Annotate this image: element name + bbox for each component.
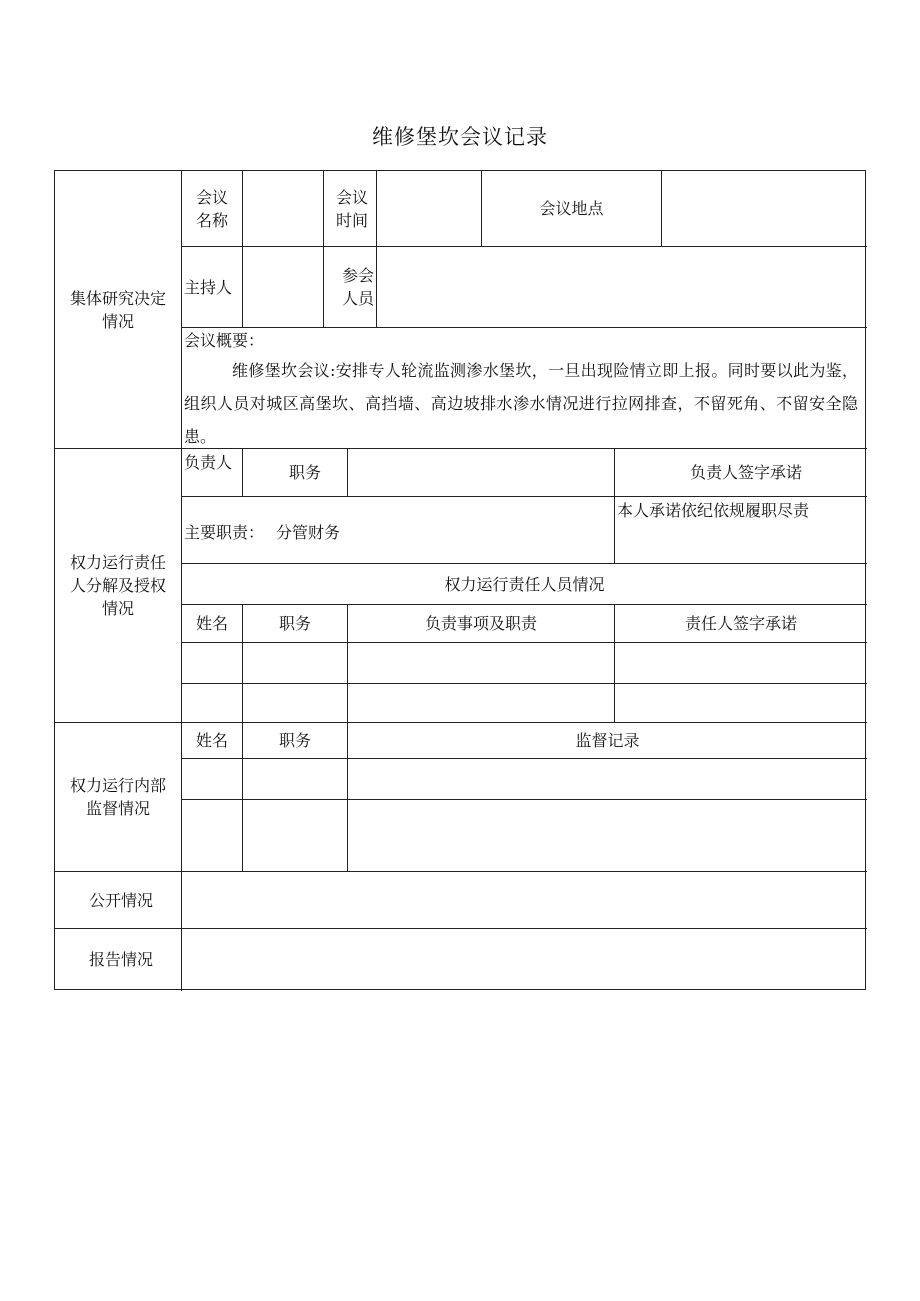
- table-row[interactable]: [182, 643, 242, 683]
- page-title: 维修堡坎会议记录: [372, 125, 548, 149]
- column-header-supervision-record: 监督记录: [575, 731, 640, 750]
- meeting-place-field[interactable]: [662, 171, 867, 246]
- table-row[interactable]: [348, 800, 867, 871]
- position-field[interactable]: [348, 448, 614, 496]
- table-row[interactable]: [348, 684, 614, 722]
- column-header-position: 职务: [278, 614, 311, 633]
- column-header-name: 姓名: [195, 731, 228, 750]
- table-row[interactable]: [182, 759, 242, 799]
- column-header-signature: 责任人签字承诺: [684, 614, 797, 633]
- main-duty-value: 分管财务: [276, 522, 341, 542]
- table-row[interactable]: [182, 800, 242, 871]
- disclosure-field[interactable]: [182, 872, 867, 928]
- section-label-internal-supervision: 权力运行内部监督情况: [69, 775, 166, 818]
- table-row[interactable]: [182, 684, 242, 722]
- meeting-name-field[interactable]: [243, 171, 323, 246]
- attendees-label: 参会人员: [342, 266, 375, 308]
- section-label-report: 报告情况: [88, 949, 153, 969]
- pledge-text: 本人承诺依纪依规履职尽责: [617, 501, 810, 520]
- meeting-time-label: 会议时间: [336, 187, 369, 230]
- personnel-header: 权力运行责任人员情况: [444, 574, 605, 594]
- table-row[interactable]: [348, 643, 614, 683]
- meeting-name-label: 会议名称: [195, 187, 228, 230]
- section-label-collective-decision: 集体研究决定情况: [69, 288, 166, 331]
- column-header-duties: 负责事项及职责: [424, 614, 537, 633]
- divider: [181, 496, 867, 497]
- record-table: [54, 170, 866, 990]
- divider: [181, 327, 867, 328]
- table-row[interactable]: [615, 643, 867, 683]
- host-label: 主持人: [184, 277, 233, 297]
- table-row[interactable]: [243, 800, 347, 871]
- section-label-disclosure: 公开情况: [88, 890, 153, 910]
- table-row[interactable]: [243, 643, 347, 683]
- summary-label: 会议概要：: [184, 331, 265, 350]
- attendees-field[interactable]: [377, 247, 867, 327]
- table-row[interactable]: [615, 684, 867, 722]
- section-label-power-responsibility: 权力运行责任人分解及授权情况: [69, 552, 166, 618]
- report-field[interactable]: [182, 929, 867, 989]
- signature-header: 负责人签字承诺: [689, 462, 802, 482]
- meeting-time-field[interactable]: [377, 171, 481, 246]
- table-row[interactable]: [243, 759, 347, 799]
- summary-text: 维修堡坎会议:安排专人轮流监测渗水堡坎，一旦出现险情立即上报。同时要以此为鉴，组织人员对城区高堡坎、高挡墙、高边坡排水渗水情况进行拉网排查，不留死角、不留安全隐患。: [184, 361, 858, 446]
- table-row[interactable]: [348, 759, 867, 799]
- column-header-position: 职务: [278, 731, 311, 750]
- position-label: 职务: [288, 462, 321, 482]
- host-field[interactable]: [243, 247, 323, 327]
- meeting-place-label: 会议地点: [539, 199, 604, 218]
- responsible-label: 负责人: [184, 453, 233, 472]
- column-header-name: 姓名: [195, 614, 228, 633]
- table-row[interactable]: [243, 684, 347, 722]
- main-duty-label: 主要职责：: [184, 522, 265, 542]
